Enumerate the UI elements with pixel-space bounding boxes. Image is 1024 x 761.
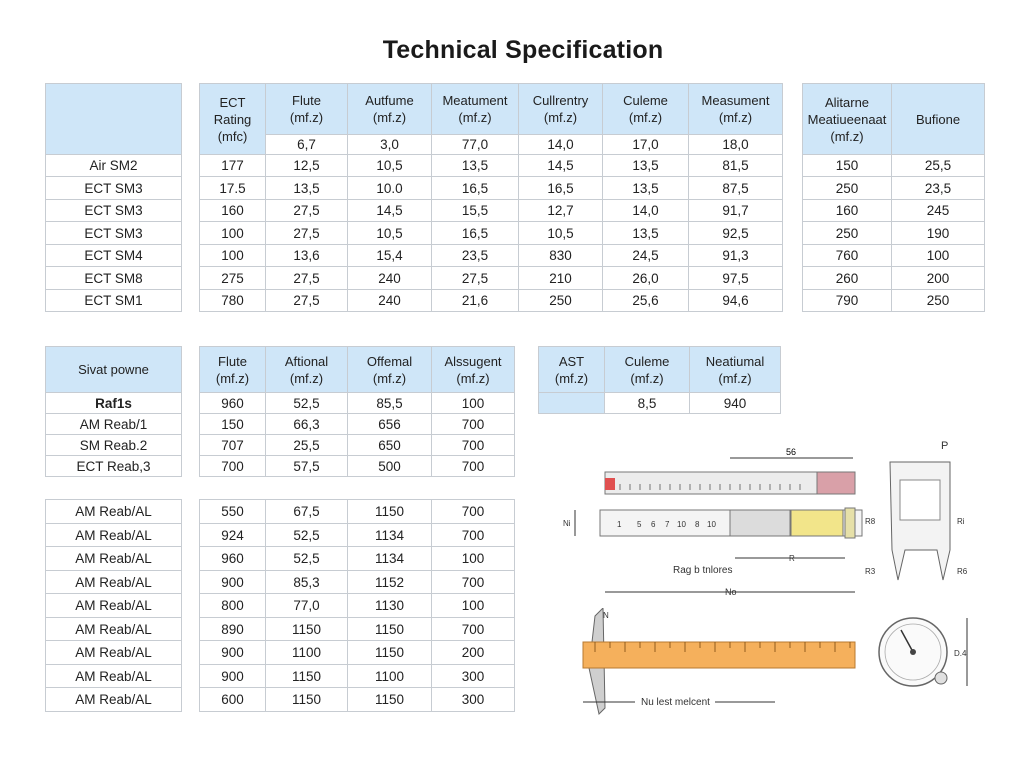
table-row [46,290,783,312]
scale-number: 1 [617,520,622,529]
table-cell: 300 [432,665,515,688]
table-cell: 960 [200,393,266,414]
table-cell: 1150 [348,641,432,665]
table-cell: 14,5 [348,200,432,222]
table-row [46,200,783,222]
table-cell: 13,5 [432,155,519,177]
table-cell: 1134 [348,524,432,547]
table-cell: 300 [432,688,515,712]
table-row [803,267,985,290]
table-cell: 52,5 [266,524,348,547]
table-cell: 91,7 [689,200,783,222]
table-cell: 1134 [348,547,432,571]
table-gap-row [46,477,515,500]
header-cell: Neatiumal (mf.z) [690,347,781,393]
table-cell: 1100 [348,665,432,688]
table-cell: 1130 [348,594,432,618]
table-cell: 27,5 [266,222,348,245]
table-cell: 700 [432,571,515,594]
table-cell: 13,5 [603,222,689,245]
subrow-cell: 17,0 [603,135,689,155]
caliper-jaw-end [845,508,855,538]
table-cell: 830 [519,245,603,267]
table-row [46,524,515,547]
ruler-diagram [575,608,980,716]
table-cell: 16,5 [432,222,519,245]
table-cell: 27,5 [266,267,348,290]
table-cell: 25,5 [892,155,985,177]
table-cell: 12,7 [519,200,603,222]
table-cell: 27,5 [266,200,348,222]
table-cell: 52,5 [266,547,348,571]
table-row [46,641,515,665]
table-cell: 924 [200,524,266,547]
table-cell: 91,3 [689,245,783,267]
table-cell: 250 [803,177,892,200]
table-cell: 100 [432,594,515,618]
table-row [46,571,515,594]
table-cell: 200 [432,641,515,665]
row-label: ECT SM4 [46,245,182,267]
row-label: ECT SM3 [46,177,182,200]
table-row [539,393,781,414]
row-label: AM Reab/AL [46,688,182,712]
subrow-cell: 14,0 [519,135,603,155]
table-cell: 150 [803,155,892,177]
table-cell: 13,5 [603,177,689,200]
gauge-knob [935,672,947,684]
table-cell: 10,5 [348,222,432,245]
table-cell: 1150 [266,688,348,712]
table-cell: 85,5 [348,393,432,414]
header-cell [46,84,182,155]
header-cell: Offemal (mf.z) [348,347,432,393]
row-label: ECT SM3 [46,200,182,222]
table-cell: 17.5 [200,177,266,200]
table-cell: 700 [432,524,515,547]
table-cell: 656 [348,414,432,435]
table-cell: 210 [519,267,603,290]
spec-table-main [45,83,783,312]
header-cell: Alitarne Meatiueenaat (mf.z) [803,84,892,155]
table-cell: 700 [432,435,515,456]
header-cell: Alssugent (mf.z) [432,347,515,393]
table-cell: 900 [200,571,266,594]
table-cell: 14,5 [519,155,603,177]
table-cell: 240 [348,267,432,290]
table-cell: 900 [200,641,266,665]
header-cell: Sivat powne [46,347,182,393]
scale-number: 10 [677,520,686,529]
header-cell: AST (mf.z) [539,347,605,393]
table-row [803,290,985,312]
side-view-window [900,480,940,520]
table-cell: 14,0 [603,200,689,222]
table-cell: 700 [432,414,515,435]
table-row [803,222,985,245]
table-cell: 23,5 [892,177,985,200]
page-title: Technical Specification [382,36,664,64]
table-row [803,200,985,222]
table-cell: 67,5 [266,500,348,524]
ruler-bar [583,642,855,668]
table-row [46,594,515,618]
subrow-cell: 77,0 [432,135,519,155]
table-cell: 8,5 [605,393,690,414]
side-view-dim: R6 [957,567,968,576]
table-cell: 790 [803,290,892,312]
table-cell: 10.0 [348,177,432,200]
table-cell: 94,6 [689,290,783,312]
table-cell: 27,5 [432,267,519,290]
table-row [46,456,515,477]
table-row [46,500,515,524]
subrow-cell: 3,0 [348,135,432,155]
spec-table-small [538,346,781,414]
table-cell: 245 [892,200,985,222]
table-cell: 25,5 [266,435,348,456]
row-label: ECT SM3 [46,222,182,245]
table-row [46,393,515,414]
row-label: AM Reab/AL [46,524,182,547]
table-cell: 10,5 [348,155,432,177]
row-label: Raf1s [46,393,182,414]
table-row [46,177,783,200]
caliper-end-block [817,472,855,494]
side-view-label: P [941,440,949,452]
gauge-hub [910,649,916,655]
table-cell: 87,5 [689,177,783,200]
caliper-diagram [555,440,975,605]
table-cell: 250 [892,290,985,312]
table-cell: 260 [803,267,892,290]
row-label: AM Reab/AL [46,571,182,594]
table-row [46,245,783,267]
vernier-slider [730,510,790,536]
header-cell: Flute (mf.z) [266,84,348,135]
table-cell: 100 [432,547,515,571]
header-cell: Meatument (mf.z) [432,84,519,135]
table-cell: 700 [200,456,266,477]
subrow-cell: 18,0 [689,135,783,155]
table-cell: 1150 [348,500,432,524]
table-cell: 275 [200,267,266,290]
scale-number: 8 [695,520,700,529]
table-cell: 100 [432,393,515,414]
table-cell: 27,5 [266,290,348,312]
column-gap [182,347,200,393]
table-cell: 23,5 [432,245,519,267]
table-row [803,155,985,177]
ruler-caption: Nu lest melcent [641,697,710,708]
red-marker [605,478,615,490]
row-label: AM Reab/AL [46,594,182,618]
table-cell: 15,4 [348,245,432,267]
header-cell: Flute (mf.z) [200,347,266,393]
table-row [46,618,515,641]
header-cell: Measument (mf.z) [689,84,783,135]
dimension-label: No [725,587,737,597]
row-label: AM Reab/AL [46,618,182,641]
table-cell: 1100 [266,641,348,665]
table-cell: 100 [200,245,266,267]
side-label: Ni [563,519,571,528]
table-cell: 13,5 [266,177,348,200]
row-label: AM Reab/AL [46,547,182,571]
side-view-dim: R8 [865,517,876,526]
table-cell: 21,6 [432,290,519,312]
side-view-dim: R3 [865,567,876,576]
spec-table-side [802,83,985,312]
table-cell: 800 [200,594,266,618]
header-cell: Culeme (mf.z) [605,347,690,393]
diagram-caption: Rag b tnlores [673,565,733,576]
column-gap [182,84,200,155]
table-cell: 600 [200,688,266,712]
table-cell: 16,5 [432,177,519,200]
table-row [46,222,783,245]
table-cell: 160 [200,200,266,222]
table-cell: 240 [348,290,432,312]
table-cell: 10,5 [519,222,603,245]
table-cell: 57,5 [266,456,348,477]
table-cell: 85,3 [266,571,348,594]
row-label: AM Reab/AL [46,641,182,665]
table-cell: 16,5 [519,177,603,200]
gauge-dim-label: D.4 [954,649,967,658]
table-cell: 500 [348,456,432,477]
table-cell: 700 [432,456,515,477]
scale-number: 5 [637,520,642,529]
row-label: Air SM2 [46,155,182,177]
table-cell: 1152 [348,571,432,594]
table-row [46,665,515,688]
table-cell: 700 [432,618,515,641]
table-cell: 940 [690,393,781,414]
table-cell: 150 [200,414,266,435]
table-cell: 900 [200,665,266,688]
table-cell: 100 [892,245,985,267]
table-cell: 92,5 [689,222,783,245]
table-row [46,414,515,435]
table-cell [539,393,605,414]
caliper-jaw-yellow [791,510,843,536]
table-cell: 81,5 [689,155,783,177]
table-row [803,245,985,267]
row-label: ECT Reab,3 [46,456,182,477]
table-row [46,435,515,456]
table-cell: 100 [200,222,266,245]
table-cell: 1150 [266,665,348,688]
table-row [46,267,783,290]
row-label: AM Reab/AL [46,500,182,524]
scale-number: 6 [651,520,656,529]
header-cell: ECT Rating (mfc) [200,84,266,155]
table-cell: 12,5 [266,155,348,177]
table-cell: 177 [200,155,266,177]
table-cell: 707 [200,435,266,456]
table-cell: 250 [803,222,892,245]
row-label: SM Reab.2 [46,435,182,456]
caliper-beam [605,472,817,494]
table-row [46,547,515,571]
table-cell: 1150 [348,618,432,641]
header-cell: Autfume (mf.z) [348,84,432,135]
table-cell: 15,5 [432,200,519,222]
table-cell: 700 [432,500,515,524]
row-label: AM Reab/AL [46,665,182,688]
row-label: AM Reab/1 [46,414,182,435]
table-cell: 25,6 [603,290,689,312]
table-cell: 200 [892,267,985,290]
table-cell: 52,5 [266,393,348,414]
table-cell: 13,5 [603,155,689,177]
subrow-cell: 6,7 [266,135,348,155]
side-view-dim: Ri [957,517,965,526]
scale-number: 7 [665,520,670,529]
table-cell: 760 [803,245,892,267]
table-cell: 160 [803,200,892,222]
table-cell: 650 [348,435,432,456]
header-cell: Culeme (mf.z) [603,84,689,135]
row-label: ECT SM1 [46,290,182,312]
dimension-label: R [789,554,795,563]
table-cell: 13,6 [266,245,348,267]
table-cell: 780 [200,290,266,312]
table-cell: 1150 [348,688,432,712]
table-cell: 890 [200,618,266,641]
dimension-label: 56 [785,447,797,457]
table-row [803,177,985,200]
table-cell: 97,5 [689,267,783,290]
table-cell: 24,5 [603,245,689,267]
table-cell: 550 [200,500,266,524]
header-cell: Cullrentry (mf.z) [519,84,603,135]
table-cell: 960 [200,547,266,571]
table-cell: 77,0 [266,594,348,618]
table-row [46,155,783,177]
table-cell: 66,3 [266,414,348,435]
header-cell: Aftional (mf.z) [266,347,348,393]
ruler-tag: N [603,611,609,620]
table-cell: 190 [892,222,985,245]
table-cell: 26,0 [603,267,689,290]
scale-number: 10 [707,520,716,529]
table-cell: 250 [519,290,603,312]
table-cell: 1150 [266,618,348,641]
row-label: ECT SM8 [46,267,182,290]
table-row [46,688,515,712]
spec-table-lower [45,346,515,712]
header-cell: Bufione [892,84,985,155]
